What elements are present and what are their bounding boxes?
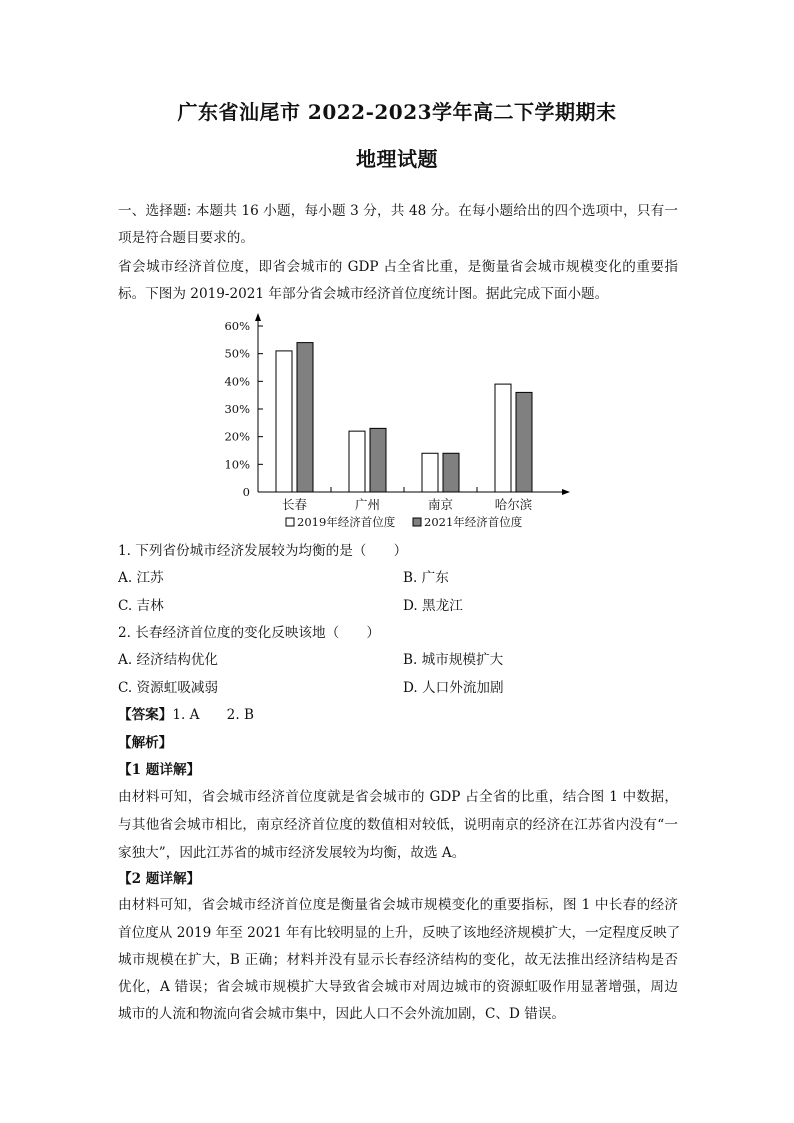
q2-detail-line-1: 由材料可知，省会城市经济首位度是衡量省会城市规模变化的重要指标，图 1 中长春的经济 [118, 897, 678, 913]
q1-detail-line-3: 家独大”，因此江苏省的城市经济发展较为均衡，故选 A。 [118, 845, 466, 861]
legend-swatch [286, 518, 294, 526]
bar-chart [214, 310, 584, 538]
y-tick-label: 50% [224, 346, 250, 361]
bar-2021 [443, 453, 459, 492]
y-tick-label: 60% [224, 319, 250, 333]
x-axis-arrow [562, 489, 570, 495]
paper-subtitle: 地理试题 [356, 147, 438, 171]
analysis-label: 【解析】 [118, 735, 173, 751]
question-1-stem: 1. 下列省份城市经济发展较为均衡的是（ ） [118, 543, 408, 559]
question-1-option-b: B. 广东 [403, 570, 449, 586]
q2-detail-line-2: 首位度从 2019 年至 2021 年有比较明显的上升，反映了该地经济规模扩大，一定程度反映了 [118, 925, 681, 941]
bar-2021 [297, 343, 313, 492]
question-1-option-c: C. 吉林 [118, 598, 164, 614]
question-2-stem: 2. 长春经济首位度的变化反映该地（ ） [118, 625, 380, 641]
q2-detail-line-4: 优化，A 错误；省会城市规模扩大导致省会城市对周边城市的资源虹吸作用显著增强，周边 [118, 979, 678, 995]
question-2-option-b: B. 城市规模扩大 [403, 652, 504, 668]
x-tick-label: 广州 [354, 497, 381, 512]
paper-title: 广东省汕尾市 2022-2023学年高二下学期期末 [177, 100, 617, 124]
bar-2019 [276, 351, 292, 492]
legend-label: 2021年经济首位度 [424, 515, 523, 529]
answer-text: 1. A 2. B [172, 707, 254, 723]
q2-detail-label: 【2 题详解】 [118, 871, 201, 887]
material-line-1: 省会城市经济首位度，即省会城市的 GDP 占全省比重，是衡量省会城市规模变化的重要指 [118, 259, 678, 275]
question-1-option-d: D. 黑龙江 [403, 598, 463, 614]
section-instruction-line-2: 项是符合题目要求的。 [118, 230, 254, 246]
q2-detail-line-5: 城市的人流和物流向省会城市集中，因此人口不会外流加剧，C、D 错误。 [118, 1006, 566, 1022]
section-instruction-line-1: 一、选择题: 本题共 16 小题，每小题 3 分，共 48 分。在每小题给出的四个选项中，只有一 [118, 203, 678, 219]
bar-2019 [349, 431, 365, 492]
y-tick-label: 0 [242, 485, 250, 499]
answer-line [118, 705, 254, 725]
legend-swatch [413, 518, 421, 526]
x-tick-label: 长春 [281, 497, 308, 512]
legend-label: 2019年经济首位度 [297, 515, 396, 529]
y-tick-label: 40% [224, 374, 250, 389]
q1-detail-line-2: 与其他省会城市相比，南京经济首位度的数值相对较低，说明南京的经济在江苏省内没有“一 [118, 817, 678, 833]
y-tick-label: 20% [224, 429, 250, 444]
bar-2019 [495, 384, 511, 492]
bar-2021 [516, 392, 532, 492]
bar-2019 [422, 453, 438, 492]
y-tick-label: 10% [224, 457, 250, 472]
q1-detail-label: 【1 题详解】 [118, 762, 201, 778]
q2-detail-line-3: 城市规模在扩大，B 正确；材料并没有显示长春经济结构的变化，故无法推出经济结构是否 [118, 952, 678, 968]
answer-label: 【答案】 [118, 707, 173, 723]
question-1-option-a: A. 江苏 [118, 570, 164, 586]
material-line-2: 标。下图为 2019-2021 年部分省会城市经济首位度统计图。据此完成下面小题。 [118, 286, 609, 302]
question-2-option-a: A. 经济结构优化 [118, 652, 219, 668]
bar-2021 [370, 428, 386, 492]
y-tick-label: 30% [224, 402, 250, 416]
q1-detail-line-1: 由材料可知，省会城市经济首位度就是省会城市的 GDP 占全省的比重，结合图 1 中数据， [118, 789, 678, 805]
x-tick-label: 哈尔滨 [494, 497, 533, 512]
question-2-option-d: D. 人口外流加剧 [403, 680, 504, 696]
question-2-option-c: C. 资源虹吸减弱 [118, 680, 219, 696]
y-axis-arrow [255, 313, 261, 321]
x-tick-label: 南京 [427, 497, 454, 512]
